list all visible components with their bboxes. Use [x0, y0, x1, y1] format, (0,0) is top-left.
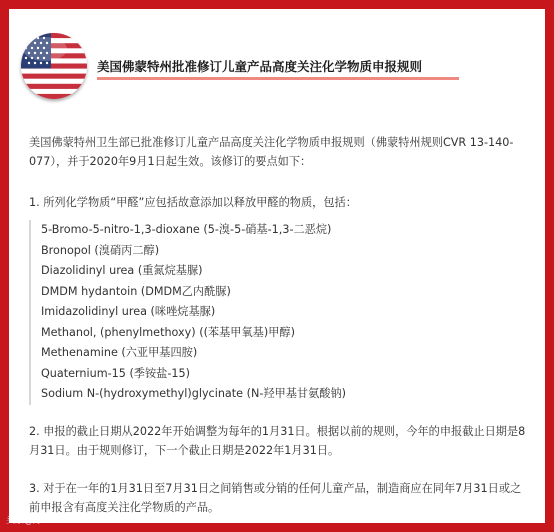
list-item: Quaternium-15 (季铵盐-15) — [41, 366, 191, 380]
watermark: 头条@好 — [6, 516, 43, 526]
list-item: Diazolidinyl urea (重氮烷基脲) — [41, 264, 203, 277]
list-item: Methanol, (phenylmethoxy) ((苯基甲氧基)甲醇) — [41, 325, 295, 339]
us-flag-icon — [21, 33, 87, 99]
list-item: Methenamine (六亚甲基四胺) — [41, 346, 198, 359]
article-header — [21, 33, 531, 101]
article-title: 美国佛蒙特州批准修订儿童产品高度关注化学物质申报规则 — [97, 59, 423, 74]
list-item: Bronopol (溴硝丙二醇) — [41, 243, 160, 257]
article-card — [9, 9, 545, 523]
intro-paragraph: 美国佛蒙特州卫生部已批准修订儿童产品高度关注化学物质申报规则（佛蒙特州规则CVR 13-140-077），并于2020年9月1日起生效。该修订的要点如下： — [29, 136, 514, 168]
list-item: 5-Bromo-5-nitro-1,3-dioxane (5-溴-5-硝基-1,3-二恶烷) — [41, 223, 332, 236]
list-item: Sodium N-(hydroxymethyl)glycinate (N-羟甲基甘氨酸钠) — [41, 387, 347, 400]
point-1-text: 1. 所列化学物质“甲醛”应包括故意添加以释放甲醛的物质，包括： — [29, 196, 357, 209]
point-2-text: 2. 申报的截止日期从2022年开始调整为每年的1月31日。根据以前的规则，今年的申报截止日期是8月31日。由于规则修订，下一个截止日期是2022年1月31日。 — [29, 425, 526, 457]
point-3-text: 3. 对于在一年的1月31日至7月31日之间销售或分销的任何儿童产品，制造商应在同年7月31日或之前申报含有高度关注化学物质的产品。 — [29, 482, 522, 514]
chemical-list — [29, 220, 541, 405]
title-underline — [97, 77, 459, 80]
list-item: DMDM hydantoin (DMDM乙内酰脲) — [41, 284, 231, 298]
list-item: Imidazolidinyl urea (咪唑烷基脲) — [41, 305, 216, 318]
